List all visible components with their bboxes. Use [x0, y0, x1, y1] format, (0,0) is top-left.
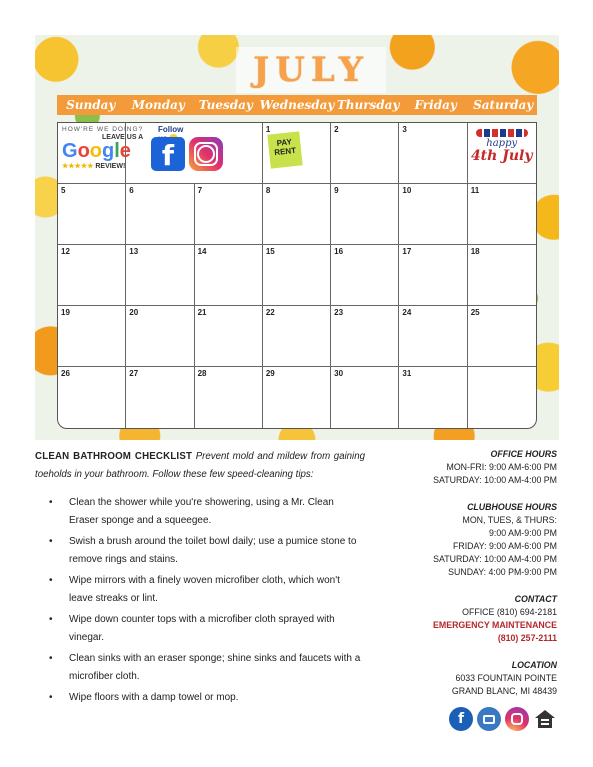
- calendar-day-cell: [468, 184, 536, 245]
- office-hours-line: MON-FRI: 9:00 AM-6:00 PM: [446, 462, 557, 472]
- clubhouse-hours-heading: CLUBHOUSE HOURS: [467, 502, 557, 512]
- calendar-day-cell: [263, 184, 331, 245]
- weekday-friday: Friday: [414, 98, 457, 112]
- tip-item: • Wipe down counter tops with a microfiber cloth sprayed with vinegar.: [35, 611, 365, 647]
- calendar-grid: [57, 122, 537, 429]
- calendar-day-cell: [263, 245, 331, 306]
- equal-housing-icon: [533, 707, 557, 731]
- day-number: 11: [470, 186, 480, 195]
- tips-list: [35, 494, 365, 707]
- pay-rent-text: RENT: [273, 145, 297, 158]
- flag-banner-icon: [476, 129, 528, 137]
- calendar-day-cell: [468, 367, 536, 428]
- clubhouse-hours-line: SATURDAY: 10:00 AM-4:00 PM: [433, 554, 557, 564]
- day-number: 24: [402, 308, 412, 317]
- day-number: 3: [402, 125, 407, 134]
- google-review-leave: LEAVE US A: [102, 134, 144, 141]
- office-hours-heading: OFFICE HOURS: [490, 449, 557, 459]
- weekday-saturday: Saturday: [473, 98, 534, 112]
- clubhouse-hours-line: 9:00 AM-9:00 PM: [489, 528, 557, 538]
- calendar-day-cell: [331, 184, 399, 245]
- day-number: 2: [334, 125, 339, 134]
- day-number: 18: [470, 247, 480, 256]
- facebook-icon[interactable]: f: [151, 137, 185, 171]
- star-rating-icon: ★★★★★: [62, 163, 94, 170]
- info-panel: [372, 448, 557, 698]
- calendar-day-cell: [331, 245, 399, 306]
- instagram-icon[interactable]: [505, 707, 529, 731]
- day-number: 25: [470, 308, 480, 317]
- day-number: 27: [129, 369, 139, 378]
- calendar-day-cell: [195, 367, 263, 428]
- address-line: 6033 FOUNTAIN POINTE: [455, 673, 557, 683]
- location-heading: LOCATION: [511, 660, 557, 670]
- weekday-sunday: Sunday: [66, 98, 116, 112]
- day-number: 23: [334, 308, 344, 317]
- day-number: 10: [402, 186, 412, 195]
- fourth-of-july-happy: happy: [486, 138, 518, 149]
- calendar-day-cell: [468, 245, 536, 306]
- day-number: 1: [265, 125, 271, 134]
- day-number: 15: [265, 247, 275, 256]
- social-icons: [449, 707, 557, 731]
- calendar-day-cell: [331, 306, 399, 367]
- day-number: 29: [265, 369, 275, 378]
- calendar-day-cell: [126, 306, 194, 367]
- month-title: JULY: [253, 50, 369, 90]
- day-number: 28: [197, 369, 207, 378]
- tip-item: • Wipe mirrors with a finely woven microfiber cloth, which won't leave streaks or lint.: [35, 572, 365, 608]
- day-number: 21: [197, 308, 207, 317]
- day-number: 19: [61, 308, 70, 317]
- google-letter: G: [62, 140, 78, 162]
- calendar-day-cell: [126, 245, 194, 306]
- weekday-tuesday: Tuesday: [198, 98, 253, 112]
- calendar-day-cell: [399, 367, 467, 428]
- fourth-of-july-graphic: [470, 125, 534, 179]
- day-number: 6: [129, 186, 134, 195]
- calendar-day-cell: [58, 367, 126, 428]
- tip-item: • Wipe floors with a damp towel or mop.: [35, 689, 365, 707]
- day-number: 26: [61, 369, 70, 378]
- tip-item: • Clean the shower while you're showering, using a Mr. Clean Eraser sponge and a squeegee.: [35, 494, 365, 530]
- checklist-intro: [35, 448, 365, 484]
- weekday-monday: Monday: [131, 98, 185, 112]
- calendar-day-cell: [58, 245, 126, 306]
- calendar-day-cell: [399, 245, 467, 306]
- day-number: 14: [197, 247, 207, 256]
- clubhouse-hours-line: FRIDAY: 9:00 AM-6:00 PM: [453, 541, 557, 551]
- calendar-day-cell: [195, 306, 263, 367]
- google-letter: l: [114, 140, 120, 162]
- calendar-day-cell: [399, 306, 467, 367]
- weekday-thursday: Thursday: [336, 98, 400, 112]
- calendar-day-cell: [263, 123, 331, 184]
- day-number: 7: [197, 186, 203, 195]
- month-title-box: [236, 47, 386, 93]
- calendar-banner: [35, 35, 559, 440]
- follow-us-text: Follow: [158, 125, 184, 134]
- google-letter: e: [119, 140, 131, 162]
- day-number: 31: [402, 369, 412, 378]
- day-number: 8: [265, 186, 271, 195]
- day-number: 12: [61, 247, 70, 256]
- google-letter: g: [102, 140, 115, 162]
- google-review-word: REVIEW!: [95, 163, 126, 170]
- day-number: 20: [129, 308, 139, 317]
- tip-item: • Swish a brush around the toilet bowl daily; use a pumice stone to remove rings and stains.: [35, 533, 365, 569]
- facebook-icon[interactable]: f: [449, 707, 473, 731]
- checklist-intro-text: Prevent mold and mildew from gaining toeholds in your bathroom. Follow these few speed-cleaning tips:: [35, 451, 365, 480]
- calendar-day-cell: [331, 123, 399, 184]
- calendar-day-cell: [468, 123, 536, 184]
- checklist-heading: CLEAN BATHROOM CHECKLIST: [35, 451, 193, 462]
- calendar-day-cell: [263, 367, 331, 428]
- emergency-label: EMERGENCY MAINTENANCE: [433, 620, 557, 630]
- weekday-header: [57, 95, 537, 115]
- address-line: GRAND BLANC, MI 48439: [451, 686, 557, 696]
- contact-heading: CONTACT: [514, 594, 557, 604]
- emergency-phone[interactable]: (810) 257-2111: [497, 633, 557, 643]
- pay-rent-text: PAY: [276, 137, 293, 148]
- clubhouse-hours-line: MON, TUES, & THURS:: [462, 515, 557, 525]
- pay-rent-note: [267, 131, 302, 168]
- calendar-day-cell: [58, 123, 184, 184]
- google-review-caption: HOW'RE WE DOING?: [62, 126, 144, 133]
- calendar-day-cell: [58, 184, 126, 245]
- fourth-of-july-text: 4th July: [470, 148, 533, 164]
- day-number: 30: [334, 369, 344, 378]
- tip-item: • Clean sinks with an eraser sponge; shine sinks and faucets with a microfiber cloth.: [35, 650, 365, 686]
- day-number: 17: [402, 247, 412, 256]
- office-phone[interactable]: OFFICE (810) 694-2181: [462, 607, 557, 617]
- camera-icon[interactable]: [477, 707, 501, 731]
- office-hours-line: SATURDAY: 10:00 AM-4:00 PM: [433, 475, 557, 485]
- instagram-icon[interactable]: [189, 137, 223, 171]
- google-letter: o: [89, 140, 102, 162]
- calendar-day-cell: [58, 306, 126, 367]
- calendar-day-cell: [126, 367, 194, 428]
- calendar-day-cell: [263, 306, 331, 367]
- calendar-day-cell: [195, 245, 263, 306]
- day-number: 13: [129, 247, 139, 256]
- day-number: 22: [265, 308, 275, 317]
- calendar-day-cell: [126, 184, 194, 245]
- calendar-day-cell: [399, 123, 467, 184]
- day-number: 5: [61, 186, 66, 195]
- clubhouse-hours-line: SUNDAY: 4:00 PM-9:00 PM: [448, 567, 557, 577]
- google-letter: o: [77, 140, 90, 162]
- day-number: 9: [334, 186, 339, 195]
- calendar-day-cell: [468, 306, 536, 367]
- cleaning-checklist: [35, 448, 365, 710]
- calendar-day-cell: [399, 184, 467, 245]
- day-number: 16: [334, 247, 344, 256]
- calendar-day-cell: [195, 184, 263, 245]
- calendar-day-cell: [331, 367, 399, 428]
- weekday-wednesday: Wednesday: [259, 98, 335, 112]
